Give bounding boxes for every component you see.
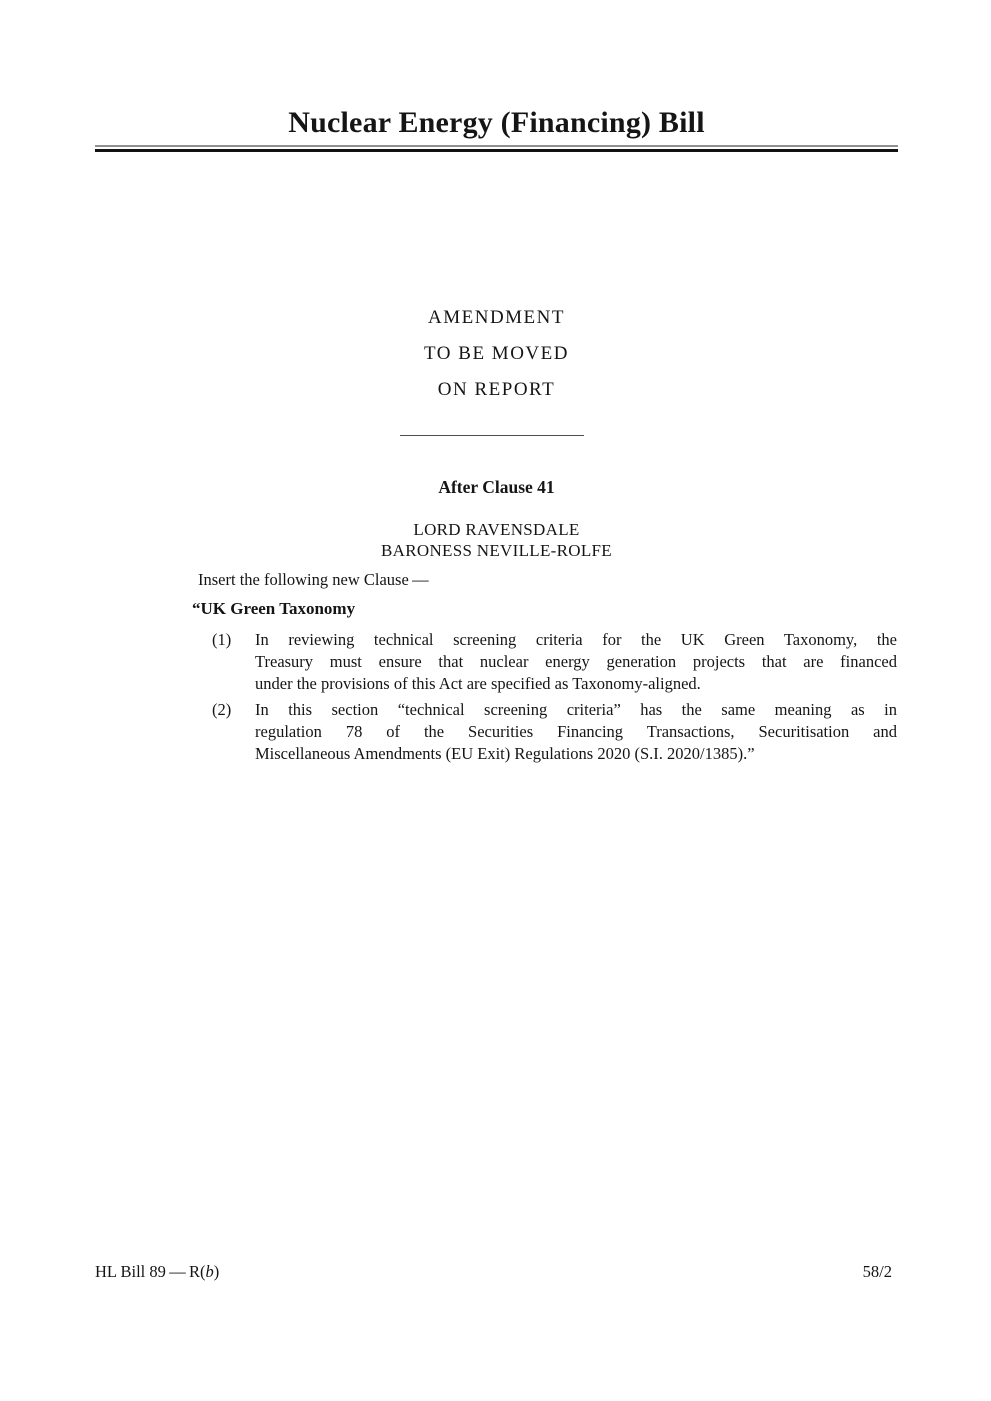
clause-location-heading: After Clause 41 [438, 477, 555, 497]
footer-bill-number-suffix: ) [213, 1262, 220, 1281]
subsection-number: (1) [212, 630, 232, 649]
clause-text-line: Miscellaneous Amendments (EU Exit) Regulations 2020 (S.I. 2020/1385).” [255, 744, 755, 763]
mover-name: LORD RAVENSDALE [413, 520, 580, 539]
subsection-number: (2) [212, 700, 232, 719]
clause-text-line: In this section “technical screening criteria” has the same meaning as in [255, 700, 897, 719]
clause-text-line: under the provisions of this Act are specified as Taxonomy-aligned. [255, 674, 701, 693]
mover-name: BARONESS NEVILLE-ROLFE [381, 541, 612, 560]
amendment-heading-line: TO BE MOVED [424, 343, 569, 364]
title-rule-thick-line [95, 149, 898, 152]
footer-page-number: 58/2 [862, 1262, 892, 1281]
subsection-1 [212, 629, 897, 695]
new-clause-heading: “UK Green Taxonomy [192, 599, 356, 618]
amendment-instruction: Insert the following new Clause — [198, 570, 429, 589]
footer-bill-number [95, 1261, 219, 1283]
footer-bill-number-prefix: HL Bill 89 — R( [95, 1262, 206, 1281]
amendment-heading-line: AMENDMENT [428, 307, 565, 328]
subsection-text [255, 699, 897, 765]
footer-bill-number-italic: b [205, 1262, 214, 1281]
amendment-heading-line: ON REPORT [437, 379, 556, 400]
page-title: Nuclear Energy (Financing) Bill [288, 106, 705, 139]
section-separator-rule [400, 435, 584, 436]
clause-text-line: In reviewing technical screening criteria for the UK Green Taxonomy, the [255, 630, 897, 649]
title-rule [95, 145, 898, 152]
page-footer [95, 1261, 898, 1283]
page-content [95, 0, 898, 1401]
subsection-2 [212, 699, 897, 765]
clause-text-line: Treasury must ensure that nuclear energy generation projects that are financed [255, 652, 897, 671]
subsection-text [255, 629, 897, 695]
clause-text-line: regulation 78 of the Securities Financing Transactions, Securitisation and [255, 722, 897, 741]
